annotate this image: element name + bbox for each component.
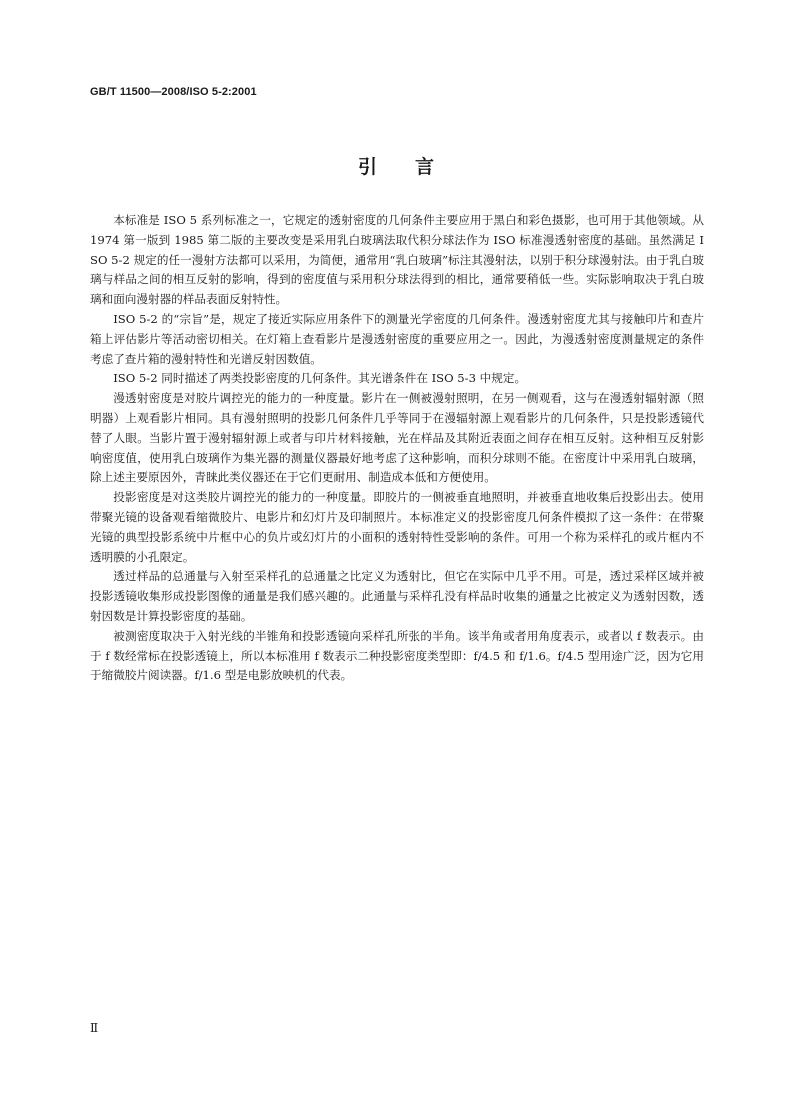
page-number: Ⅱ bbox=[90, 1021, 99, 1035]
paragraph: 投影密度是对这类胶片调控光的能力的一种度量。即胶片的一侧被垂直地照明，并被垂直地收集后投影出去。使用带聚光镜的设备观看缩微胶片、电影片和幻灯片及印制照片。本标准定义的投影密度几何条件模拟了这一条件：在带聚光镜的典型投影系统中片框中心的负片或幻灯片的小面积的透射特性受影响的条件。可用一个称为采样孔的或片框内不透明膜的小孔限定。 bbox=[90, 490, 704, 564]
page-title: 引 言 bbox=[357, 156, 434, 178]
paragraph: ISO 5-2 同时描述了两类投影密度的几何条件。其光谱条件在 ISO 5-3 中规定。 bbox=[113, 371, 527, 386]
paragraph: 透过样品的总通量与入射至采样孔的总通量之比定义为透射比，但它在实际中几乎不用。可是，透过采样区域并被投影透镜收集形成投影图像的通量是我们感兴趣的。此通量与采样孔没有样品时收集的通量之比被定义为透射因数，透射因数是计算投影密度的基础。 bbox=[90, 569, 704, 623]
paragraph: ISO 5-2 的“宗旨”是，规定了接近实际应用条件下的测量光学密度的几何条件。漫透射密度尤其与接触印片和查片箱上评估影片等活动密切相关。在灯箱上查看影片是漫透射密度的重要应用之一。因此，为漫透射密度测量规定的条件考虑了查片箱的漫射特性和光谱反射因数值。 bbox=[90, 311, 704, 366]
standard-number-header: GB/T 11500—2008/ISO 5-2:2001 bbox=[90, 86, 257, 98]
foreword-body bbox=[90, 211, 704, 686]
paragraph: 被测密度取决于入射光线的半锥角和投影透镜向采样孔所张的半角。该半角或者用角度表示，或者以 f 数表示。由于 f 数经常标在投影透镜上，所以本标准用 f 数表示二种投影密度类型即：f/4.5 和 f/1.6。f/4.5 型用途广泛，因为它用于缩微胶片阅读器。f/1.6 型是电影放映机的代表。 bbox=[90, 628, 704, 683]
paragraph: 漫透射密度是对胶片调控光的能力的一种度量。影片在一侧被漫射照明，在另一侧观看，这与在漫透射辐射源（照明器）上观看影片相同。具有漫射照明的投影几何条件几乎等同于在漫辐射源上观看影片的几何条件，只是投影透镜代替了人眼。当影片置于漫射辐射源上或者与印片材料接触，光在样品及其附近表面之间存在相互反射。这种相互反射影响密度值，使用乳白玻璃作为集光器的测量仪器最好地考虑了这种影响，而积分球则不能。在密度计中采用乳白玻璃，除上述主要原因外，青睐此类仪器还在于它们更耐用、制造成本低和方便使用。 bbox=[90, 391, 704, 485]
paragraph: 本标准是 ISO 5 系列标准之一，它规定的透射密度的几何条件主要应用于黑白和彩色摄影，也可用于其他领域。从 1974 第一版到 1985 第二版的主要改变是采用乳白玻璃法取代积分球法作为 ISO 标准漫透射密度的基础。虽然满足 ISO 5-2 规定的任一漫射方法都可以采用，为简便，通常用“乳白玻璃”标注其漫射法，以别于积分球漫射法。由于乳白玻璃与样品之间的相互反射的影响，得到的密度值与采用积分球法得到的相比，通常要稍低一些。实际影响取决于乳白玻璃和面向漫射器的样品表面反射特性。 bbox=[90, 213, 704, 307]
